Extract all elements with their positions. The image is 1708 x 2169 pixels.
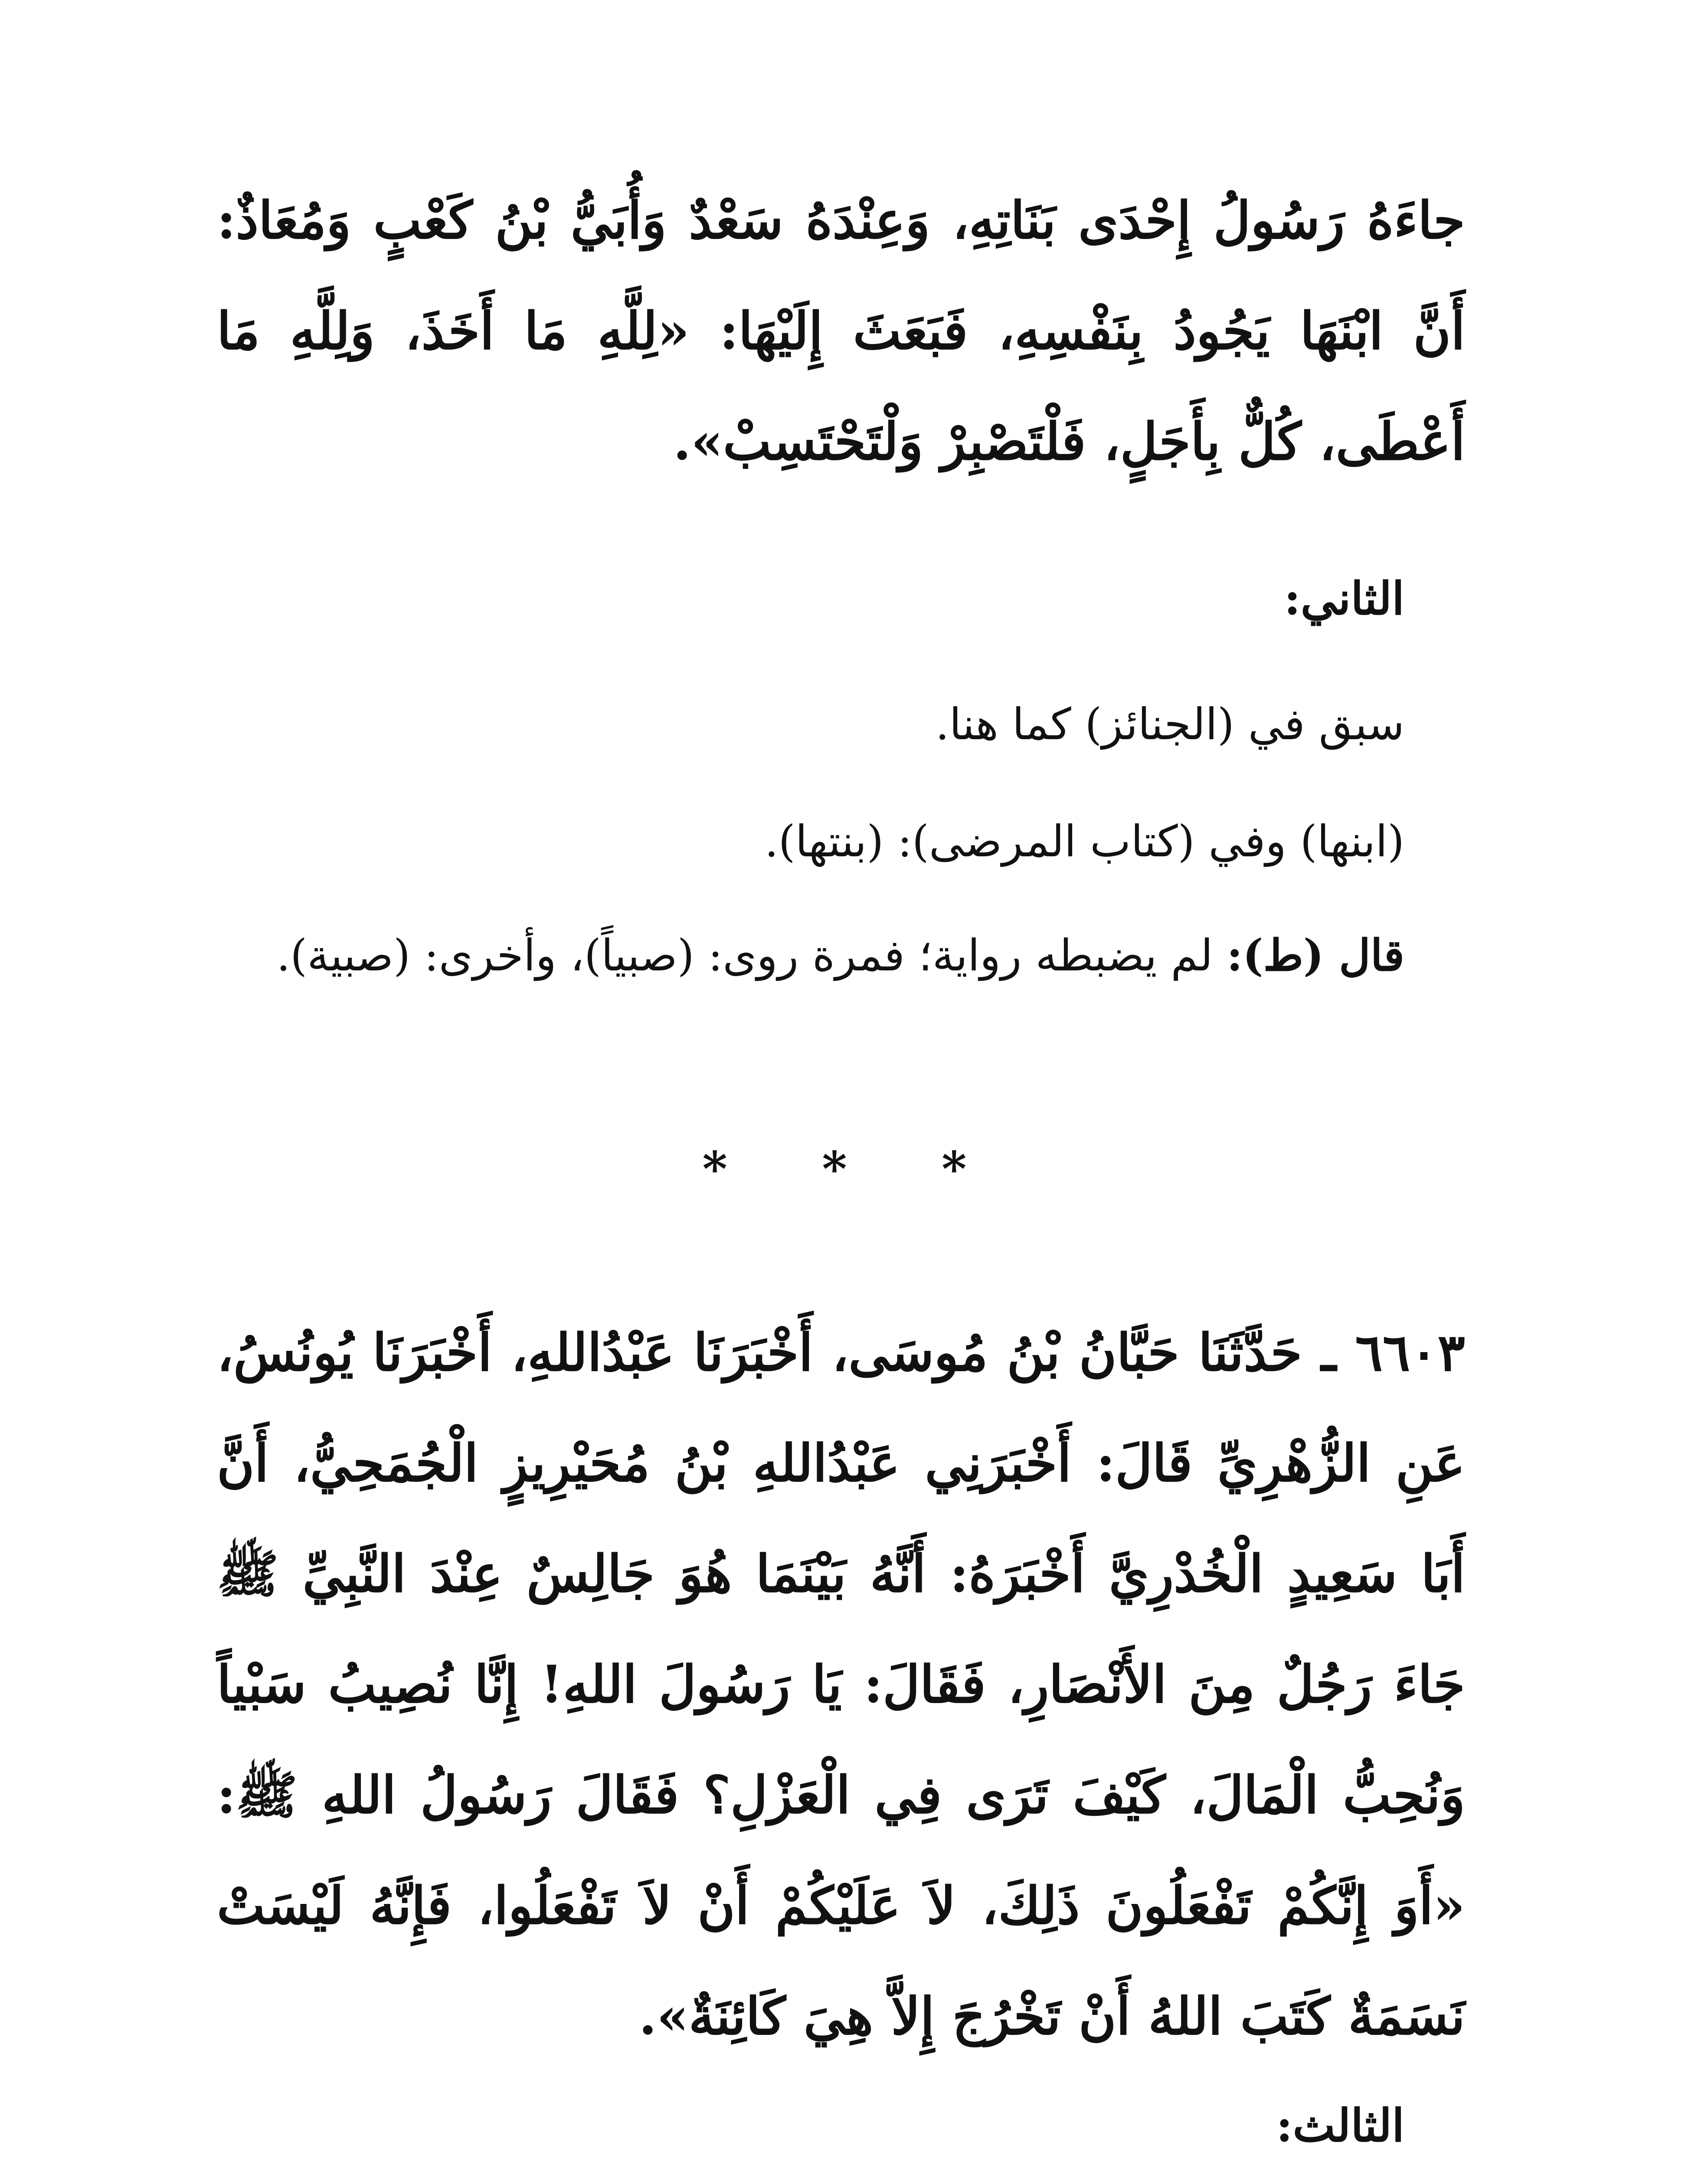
note-line-2: (ابنها) وفي (كتاب المرضى): (بنتها).: [764, 816, 1404, 867]
note-line-1: سبق في (الجنائز) كما هنا.: [935, 699, 1404, 750]
top-paragraph: جاءَهُ رَسُولُ إِحْدَى بَنَاتِهِ، وَعِنْدَهُ سَعْدٌ وَأُبَيُّ بْنُ كَعْبٍ وَمُعَاذٌ: أَنَّ ابْنَهَا يَجُودُ بِنَفْسِهِ، فَبَعَثَ إِلَيْهَا: «لِلَّهِ مَا أَخَذَ، وَلِلَّهِ مَا أَعْطَى، كُلٌّ بِأَجَلٍ، فَلْتَصْبِرْ وَلْتَحْتَسِبْ».: [217, 190, 1465, 472]
note-line-3: [217, 907, 1404, 1004]
note-line-3-text: لم يضبطه رواية؛ فمرة روى: (صبياً)، وأخرى: (صبية).: [276, 930, 1213, 981]
note-line-3-label: قال (ط):: [1227, 930, 1404, 981]
heading-third: الثالث:: [1276, 2099, 1404, 2152]
section-separator: * * *: [702, 1141, 1006, 1197]
hadith-6603-text: ٦٦٠٣ ـ حَدَّثَنَا حَبَّانُ بْنُ مُوسَى، أَخْبَرَنَا عَبْدُاللهِ، أَخْبَرَنَا يُونُسُ، عَنِ الزُّهْرِيِّ قَالَ: أَخْبَرَنِي عَبْدُاللهِ بْنُ مُحَيْرِيزٍ الْجُمَحِيُّ، أَنَّ أَبَا سَعِيدٍ الْخُدْرِيَّ أَخْبَرَهُ: أَنَّهُ بَيْنَمَا هُوَ جَالِسٌ عِنْدَ النَّبِيِّ ﷺ جَاءَ رَجُلٌ مِنَ الأَنْصَارِ، فَقَالَ: يَا رَسُولَ اللهِ! إِنَّا نُصِيبُ سَبْياً وَنُحِبُّ الْمَالَ، كَيْفَ تَرَى فِي الْعَزْلِ؟ فَقَالَ رَسُولُ اللهِ ﷺ: «أَوَ إِنَّكُمْ تَفْعَلُونَ ذَلِكَ، لاَ عَلَيْكُمْ أَنْ لاَ تَفْعَلُوا، فَإِنَّهُ لَيْسَتْ نَسَمَةٌ كَتَبَ اللهُ أَنْ تَخْرُجَ إِلاَّ هِيَ كَائِنَةٌ».: [217, 1322, 1465, 2046]
heading-second: الثاني:: [1284, 572, 1404, 625]
